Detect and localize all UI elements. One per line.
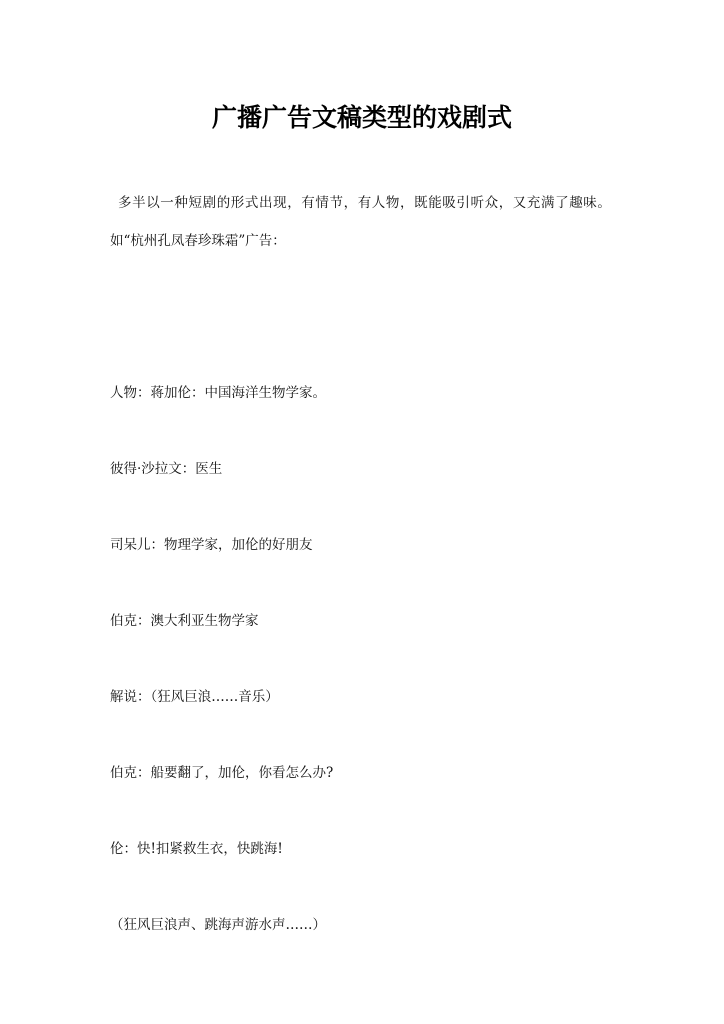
script-line-character-peter: 彼得·沙拉文：医生 bbox=[110, 461, 223, 477]
script-line-characters: 人物：蒋加伦：中国海洋生物学家。 bbox=[110, 385, 326, 401]
script-line-dialogue-lun: 伦：快!扣紧救生衣，快跳海! bbox=[110, 841, 283, 857]
script-line-character-burke: 伯克：澳大利亚生物学家 bbox=[110, 613, 259, 629]
script-line-sound-effects: （狂风巨浪声、跳海声游水声……） bbox=[110, 917, 326, 933]
script-line-narration: 解说：（狂风巨浪……音乐） bbox=[110, 689, 279, 705]
page-title: 广播广告文稿类型的戏剧式 bbox=[211, 103, 512, 132]
intro-paragraph-line-2: 如“杭州孔凤春珍珠霜”广告： bbox=[110, 233, 286, 249]
script-line-dialogue-burke: 伯克：船要翻了，加伦，你看怎么办? bbox=[110, 765, 334, 781]
script-line-character-sidaier: 司呆儿：物理学家，加伦的好朋友 bbox=[110, 537, 313, 553]
intro-paragraph-line-1: 多半以一种短剧的形式出现，有情节，有人物，既能吸引听众，又充满了趣味。 bbox=[118, 195, 612, 211]
